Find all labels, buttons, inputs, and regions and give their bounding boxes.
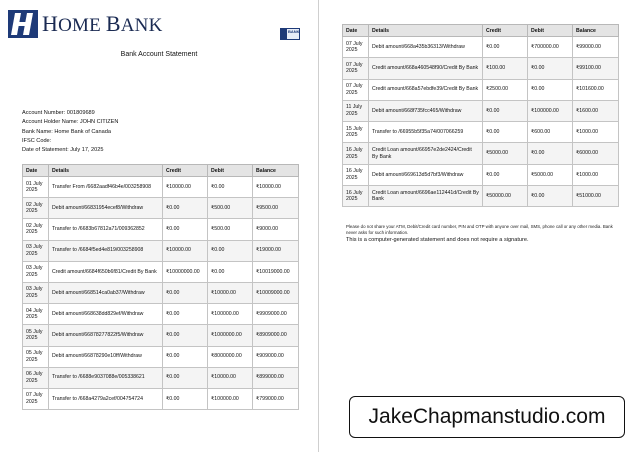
cell-balance: ₹99000.00 — [573, 37, 619, 58]
cell-balance: ₹1600.00 — [573, 100, 619, 121]
cell-debit: ₹0.00 — [208, 177, 253, 198]
cell-debit: ₹500.00 — [208, 198, 253, 219]
ifsc-line: IFSC Code: — [22, 137, 52, 144]
cell-date: 05 July 2025 — [23, 346, 49, 367]
cell-date: 03 July 2025 — [23, 240, 49, 261]
cell-credit: ₹50000.00 — [483, 186, 528, 207]
table-row — [23, 367, 299, 388]
cell-debit: ₹100000.00 — [528, 100, 573, 121]
account-holder: JOHN CITIZEN — [79, 119, 119, 126]
table-row — [23, 219, 299, 240]
col-balance: Balance — [573, 25, 619, 37]
col-debit: Debit — [208, 165, 253, 177]
cell-balance: ₹51000.00 — [573, 186, 619, 207]
cell-details: Transfer From /6682aadf46b4e/003258908 — [49, 177, 163, 198]
cell-credit: ₹0.00 — [483, 100, 528, 121]
statement-date-line: Date of Statement: July 17, 2025 — [22, 147, 104, 154]
bank-logo-text — [42, 13, 163, 35]
statement-date: July 17, 2025 — [70, 147, 104, 154]
cell-details: Transfer to /6683b67812a71/009362852 — [49, 219, 163, 240]
cell-credit: ₹0.00 — [163, 346, 208, 367]
cell-balance: ₹8909000.00 — [253, 325, 299, 346]
cell-credit: ₹2500.00 — [483, 79, 528, 100]
cell-details: Debit amount/669613d5d7bf3/Withdraw — [369, 164, 483, 185]
cell-date: 07 July 2025 — [343, 58, 369, 79]
cell-date: 16 July 2025 — [343, 186, 369, 207]
cell-date: 02 July 2025 — [23, 219, 49, 240]
table-row — [23, 282, 299, 303]
cell-credit: ₹0.00 — [163, 304, 208, 325]
cell-credit: ₹0.00 — [483, 164, 528, 185]
cell-balance: ₹10009000.00 — [253, 282, 299, 303]
mini-bank-logo — [280, 28, 300, 40]
cell-credit: ₹10000000.00 — [163, 261, 208, 282]
transactions-table-page1 — [22, 164, 299, 410]
cell-date: 07 July 2025 — [343, 37, 369, 58]
logo-letter-h: H — [42, 11, 59, 36]
transactions-table-page2 — [342, 24, 619, 207]
cell-debit: ₹500.00 — [208, 219, 253, 240]
table-row — [343, 100, 619, 121]
table-row — [23, 346, 299, 367]
cell-date: 05 July 2025 — [23, 325, 49, 346]
account-holder-line: Account Holder Name: JOHN CITIZEN — [22, 119, 119, 126]
cell-credit: ₹0.00 — [163, 198, 208, 219]
table-row — [343, 79, 619, 100]
cell-balance: ₹1000.00 — [573, 122, 619, 143]
cell-debit: ₹10000.00 — [208, 367, 253, 388]
cell-date: 16 July 2025 — [343, 143, 369, 164]
cell-balance: ₹899000.00 — [253, 367, 299, 388]
cell-details: Debit amount/66831954ecef8/Withdraw — [49, 198, 163, 219]
logo-word-ank: ANK — [120, 15, 163, 36]
cell-date: 01 July 2025 — [23, 177, 49, 198]
cell-balance: ₹10019000.00 — [253, 261, 299, 282]
cell-details: Credit Loan amount/66957e2de2424/Credit By Bank — [369, 143, 483, 164]
col-details: Details — [49, 165, 163, 177]
cell-credit: ₹0.00 — [163, 219, 208, 240]
statement-title: Bank Account Statement — [120, 51, 198, 58]
cell-debit: ₹600.00 — [528, 122, 573, 143]
cell-details: Transfer to /6684f5ed4e819/003258908 — [49, 240, 163, 261]
cell-date: 02 July 2025 — [23, 198, 49, 219]
bank-logo-icon — [8, 10, 38, 38]
col-credit: Credit — [483, 25, 528, 37]
cell-details: Credit amount/6684f650b6f81/Credit By Bank — [49, 261, 163, 282]
table-row — [343, 186, 619, 207]
cell-debit: ₹0.00 — [528, 79, 573, 100]
cell-date: 03 July 2025 — [23, 282, 49, 303]
table-row — [23, 261, 299, 282]
table-row — [23, 177, 299, 198]
cell-credit: ₹0.00 — [163, 367, 208, 388]
cell-balance: ₹19000.00 — [253, 240, 299, 261]
cell-details: Transfer to /6688e9037088e/005338621 — [49, 367, 163, 388]
cell-details: Credit amount/668a460548f90/Credit By Bank — [369, 58, 483, 79]
cell-debit: ₹10000.00 — [208, 282, 253, 303]
cell-debit: ₹100000.00 — [208, 388, 253, 409]
table-row — [343, 122, 619, 143]
table-row — [23, 198, 299, 219]
col-debit: Debit — [528, 25, 573, 37]
cell-credit: ₹0.00 — [483, 37, 528, 58]
cell-debit: ₹8000000.00 — [208, 346, 253, 367]
page-divider — [318, 0, 319, 452]
cell-credit: ₹10000.00 — [163, 240, 208, 261]
cell-details: Transfer to /668a4279a2cef/004754724 — [49, 388, 163, 409]
table-row — [343, 164, 619, 185]
mini-logo-text: BANK — [288, 29, 300, 34]
table-row — [343, 58, 619, 79]
cell-balance: ₹1000.00 — [573, 164, 619, 185]
table-row — [23, 325, 299, 346]
logo-letter-b: B — [105, 11, 121, 36]
cell-balance: ₹99100.00 — [573, 58, 619, 79]
cell-date: 04 July 2025 — [23, 304, 49, 325]
cell-date: 11 July 2025 — [343, 100, 369, 121]
cell-debit: ₹1000000.00 — [208, 325, 253, 346]
cell-debit: ₹100000.00 — [208, 304, 253, 325]
table-header — [343, 25, 619, 37]
cell-details: Debit amount/668514ca0ab37/Withdraw — [49, 282, 163, 303]
cell-debit: ₹0.00 — [528, 143, 573, 164]
cell-balance: ₹9000.00 — [253, 219, 299, 240]
col-credit: Credit — [163, 165, 208, 177]
cell-date: 07 July 2025 — [343, 79, 369, 100]
cell-balance: ₹9909000.00 — [253, 304, 299, 325]
col-date: Date — [343, 25, 369, 37]
cell-details: Debit amount/66878277822f5/Withdraw — [49, 325, 163, 346]
cell-credit: ₹10000.00 — [163, 177, 208, 198]
col-date: Date — [23, 165, 49, 177]
cell-date: 15 July 2025 — [343, 122, 369, 143]
cell-details: Transfer to /66955b5f35a74/007066259 — [369, 122, 483, 143]
logo-word-ome: OME — [58, 15, 106, 36]
cell-credit: ₹100.00 — [483, 58, 528, 79]
cell-credit: ₹5000.00 — [483, 143, 528, 164]
col-balance: Balance — [253, 165, 299, 177]
table-row — [23, 388, 299, 409]
cell-credit: ₹0.00 — [483, 122, 528, 143]
col-details: Details — [369, 25, 483, 37]
table-row — [343, 37, 619, 58]
cell-debit: ₹0.00 — [208, 240, 253, 261]
cell-debit: ₹0.00 — [528, 58, 573, 79]
bank-name: Home Bank of Canada — [54, 128, 111, 135]
table-header — [23, 165, 299, 177]
cell-details: Credit amount/668a57ebdfe39/Credit By Bank — [369, 79, 483, 100]
cell-date: 16 July 2025 — [343, 164, 369, 185]
bank-name-line: Bank Name: Home Bank of Canada — [22, 128, 111, 135]
table-row — [23, 240, 299, 261]
generated-note: This is a computer-generated statement and does not require a signature. — [346, 237, 529, 243]
account-info — [22, 109, 118, 155]
security-notice: Please do not share your ATM, Debit/Credit card number, PIN and OTP with anyone over mail, SMS, phone call or any other media. Bank never asks for such information. — [346, 224, 613, 235]
cell-balance: ₹10000.00 — [253, 177, 299, 198]
account-number: 001809689 — [66, 110, 95, 116]
cell-details: Credit Loan amount/6696ae112441d/Credit By Bank — [369, 186, 483, 207]
cell-date: 06 July 2025 — [23, 367, 49, 388]
cell-date: 03 July 2025 — [23, 261, 49, 282]
cell-debit: ₹700000.00 — [528, 37, 573, 58]
table-row — [23, 304, 299, 325]
cell-debit: ₹5000.00 — [528, 164, 573, 185]
cell-details: Debit amount/668a435b36313/Withdraw — [369, 37, 483, 58]
account-number-line: Account Number: 001809689 — [22, 110, 95, 116]
cell-details: Debit amount/668f735fcc465/Withdraw — [369, 100, 483, 121]
cell-balance: ₹909000.00 — [253, 346, 299, 367]
cell-balance: ₹101600.00 — [573, 79, 619, 100]
cell-balance: ₹799000.00 — [253, 388, 299, 409]
table-row — [343, 143, 619, 164]
cell-credit: ₹0.00 — [163, 325, 208, 346]
cell-balance: ₹6000.00 — [573, 143, 619, 164]
cell-debit: ₹0.00 — [208, 261, 253, 282]
cell-details: Debit amount/66878290e10ff/Withdraw — [49, 346, 163, 367]
cell-debit: ₹0.00 — [528, 186, 573, 207]
cell-date: 07 July 2025 — [23, 388, 49, 409]
bank-logo — [8, 10, 163, 38]
cell-credit: ₹0.00 — [163, 388, 208, 409]
cell-credit: ₹0.00 — [163, 282, 208, 303]
watermark: JakeChapmanstudio.com — [349, 396, 625, 438]
cell-details: Debit amount/668638dd829ef/Withdraw — [49, 304, 163, 325]
cell-balance: ₹9500.00 — [253, 198, 299, 219]
